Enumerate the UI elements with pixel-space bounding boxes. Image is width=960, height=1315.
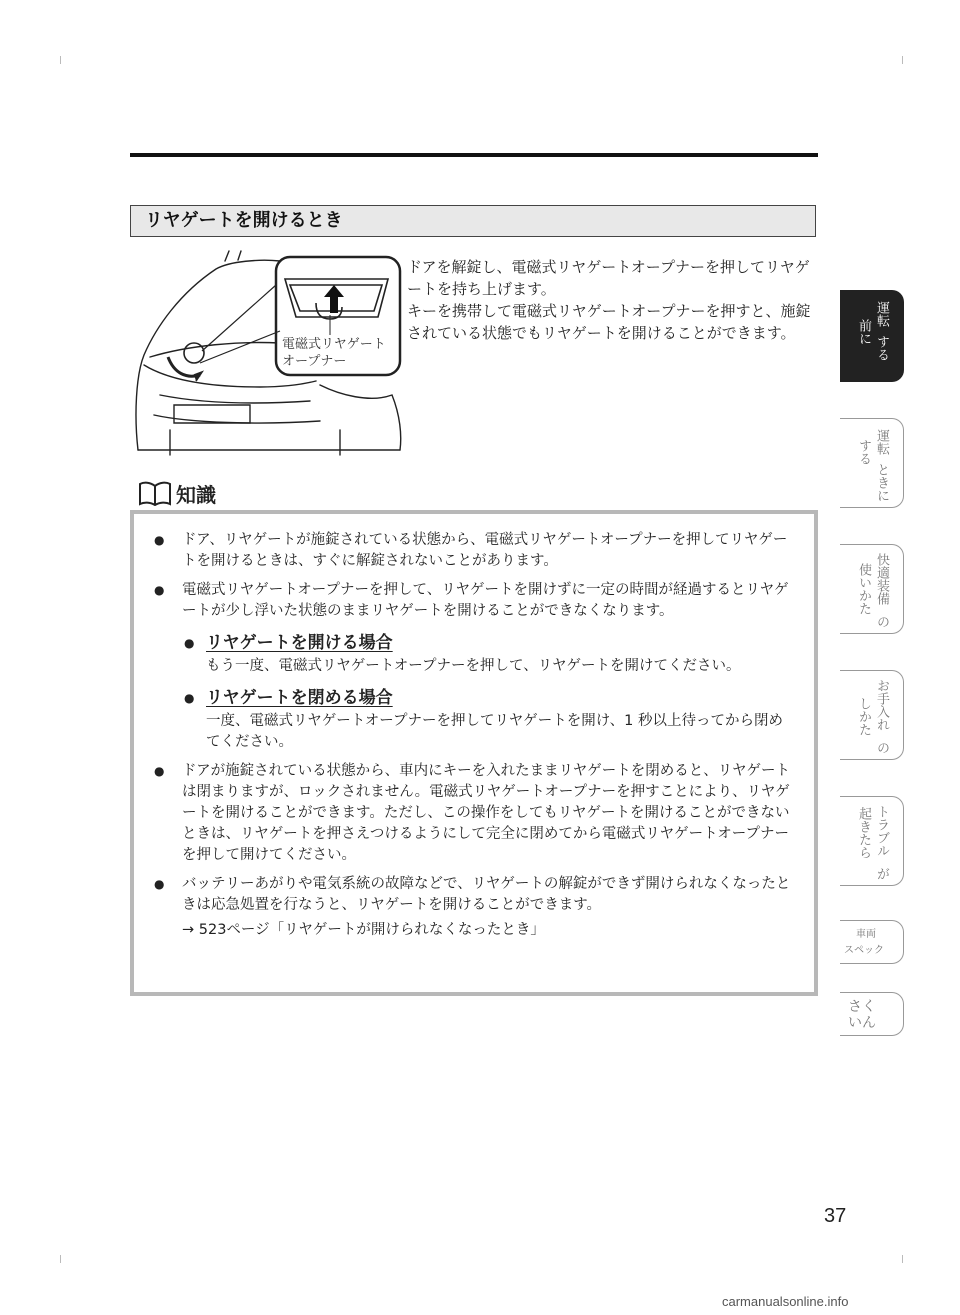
tab-comfort-equipment[interactable]: 快適装備 の 使いかた bbox=[840, 544, 904, 634]
callout-label-line1: 電磁式リヤゲート bbox=[282, 337, 386, 352]
sub-body: もう一度、電磁式リヤゲートオープナーを押して、リヤゲートを開けてください。 bbox=[206, 658, 741, 674]
page-reference-link[interactable]: → 523ページ「リヤゲートが開けられなくなったとき」 bbox=[182, 922, 545, 938]
knowledge-box bbox=[130, 510, 818, 996]
knowledge-heading bbox=[138, 478, 216, 508]
list-item: ● バッテリーあがりや電気系統の故障などで、リヤゲートの解錠ができず開けられなくなったときは応急処置を行なうと、リヤゲートを開けることができます。 bbox=[154, 874, 796, 916]
tab-index[interactable]: さく いん bbox=[840, 992, 904, 1036]
knowledge-title: 知識 bbox=[176, 482, 216, 507]
tab-while-driving[interactable]: 運転 ときに する bbox=[840, 418, 904, 508]
tab-troubles[interactable]: トラブル が 起きたら bbox=[840, 796, 904, 886]
bullet-icon: ● bbox=[154, 764, 165, 778]
crop-mark bbox=[60, 1255, 61, 1263]
bullet-icon: ● bbox=[154, 877, 165, 891]
page-number: 37 bbox=[824, 1205, 847, 1227]
bullet-icon: ● bbox=[154, 583, 165, 597]
intro-text bbox=[407, 256, 819, 344]
tab-maintenance[interactable]: お手入れ の しかた bbox=[840, 670, 904, 760]
crop-mark bbox=[902, 1255, 903, 1263]
intro-paragraph: キーを携帯して電磁式リヤゲートオープナーを押すと、施錠されている状態でもリヤゲートを開けることができます。 bbox=[407, 302, 811, 342]
list-item: ● ドア、リヤゲートが施錠されている状態から、電磁式リヤゲートオープナーを押してリヤゲートを開けるときは、すぐに解錠されないことがあります。 bbox=[154, 530, 796, 572]
sub-item-close bbox=[184, 685, 796, 753]
watermark: carmanualsonline.info bbox=[722, 1294, 849, 1309]
list-item: ● 電磁式リヤゲートオープナーを押して、リヤゲートを開けずに一定の時間が経過するとリヤゲートが少し浮いた状態のままリヤゲートを開けることができなくなります。 bbox=[154, 580, 796, 622]
crop-mark bbox=[902, 56, 903, 64]
bullet-icon: ● bbox=[154, 533, 165, 547]
sub-title: リヤゲートを閉める場合 bbox=[206, 688, 393, 708]
section-title: リヤゲートを開けるとき bbox=[130, 205, 816, 237]
sub-body: 一度、電磁式リヤゲートオープナーを押してリヤゲートを開け、1 秒以上待ってから閉めてください。 bbox=[206, 713, 784, 750]
tab-before-driving[interactable]: 運転 前に する bbox=[840, 290, 904, 382]
bullet-icon: ● bbox=[184, 691, 195, 705]
top-rule bbox=[130, 153, 818, 157]
sub-item-open bbox=[184, 630, 796, 677]
crop-mark bbox=[60, 56, 61, 64]
list-item: ● ドアが施錠されている状態から、車内にキーを入れたままリヤゲートを閉めると、リヤゲートは閉まりますが、ロックされません。電磁式リヤゲートオープナーを押すことにより、リヤゲートを開けることができます。ただし、この操作をしてもリヤゲートを開けることができないときは、リヤゲートを押さえつけるようにして完全に閉めてから電磁式リヤゲートオープナーを押して開けてください。 bbox=[154, 761, 796, 866]
book-icon bbox=[138, 480, 172, 506]
callout-label-line2: オープナー bbox=[282, 354, 347, 369]
tab-vehicle-specs[interactable]: 車両 スペック bbox=[840, 920, 904, 964]
intro-paragraph: ドアを解錠し、電磁式リヤゲートオープナーを押してリヤゲートを持ち上げます。 bbox=[407, 258, 810, 298]
sub-title: リヤゲートを開ける場合 bbox=[206, 633, 393, 653]
rear-gate-illustration bbox=[130, 245, 405, 460]
bullet-icon: ● bbox=[184, 636, 195, 650]
